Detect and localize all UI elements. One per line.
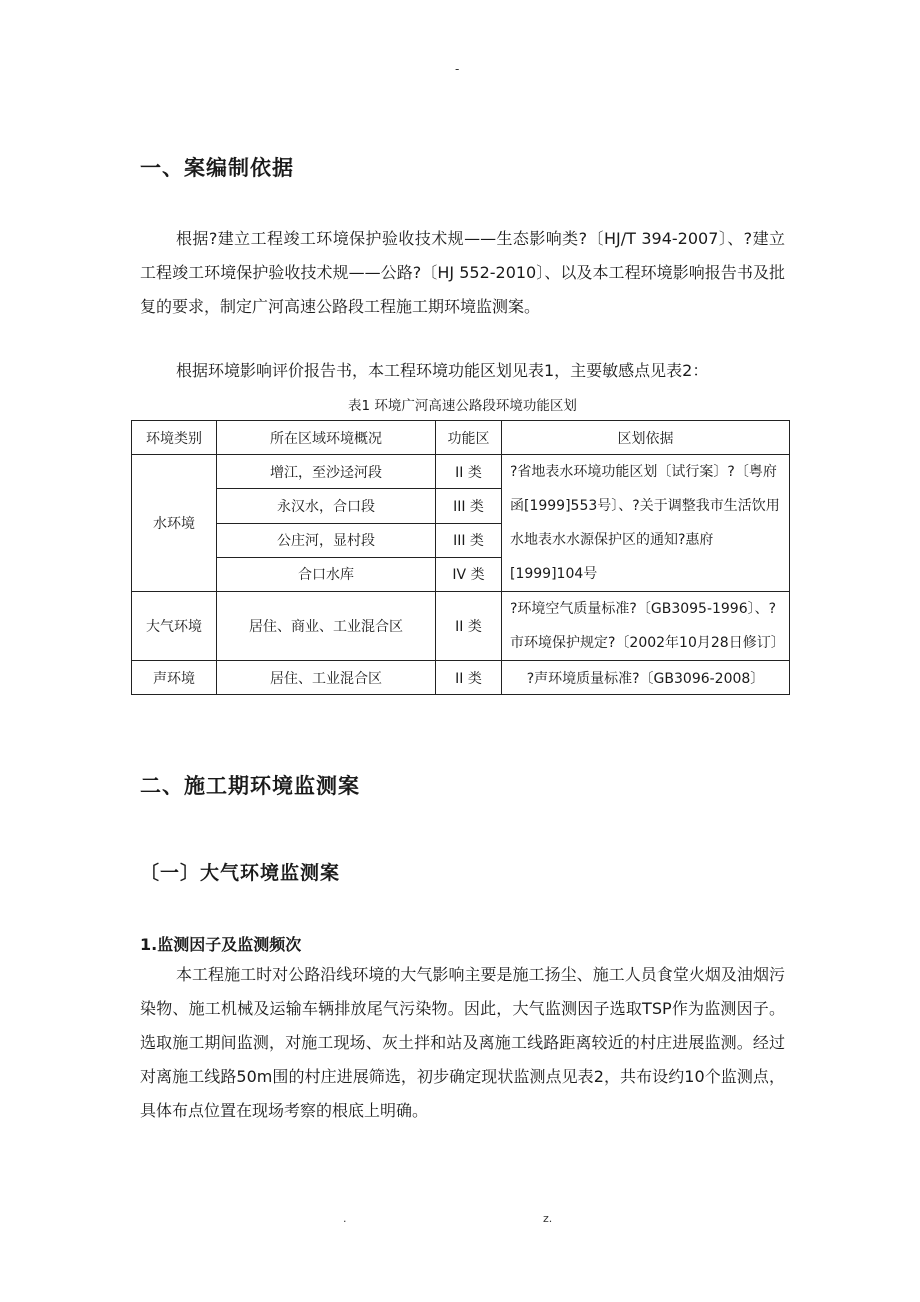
zone-cell: IV 类	[436, 557, 502, 591]
header-basis: 区划依据	[502, 421, 790, 455]
header-category: 环境类别	[132, 421, 217, 455]
area-cell: 公庄河，显村段	[217, 523, 436, 557]
subsection-air-heading: 〔一〕大气环境监测案	[140, 862, 341, 884]
zone-cell: III 类	[436, 489, 502, 523]
table-row	[132, 592, 790, 661]
table-row	[132, 455, 790, 489]
table-1-caption: 表1 环境广河高速公路段环境功能区划	[348, 398, 577, 414]
table-header-row	[132, 421, 790, 455]
zone-cell: II 类	[436, 455, 502, 489]
header-area: 所在区域环境概况	[217, 421, 436, 455]
subsection-factors-heading: 1.监测因子及监测频次	[140, 935, 302, 954]
area-cell: 合口水库	[217, 557, 436, 591]
air-category-cell: 大气环境	[132, 592, 217, 661]
footer-right-mark: z.	[543, 1212, 553, 1225]
paragraph-air-monitoring: 本工程施工时对公路沿线环境的大气影响主要是施工扬尘、施工人员食堂火烟及油烟污染物、施工机械及运输车辆排放尾气污染物。因此，大气监测因子选取TSP作为监测因子。选取施工期间监测，对施工现场、灰土拌和站及离施工线路距离较近的村庄进展监测。经过对离施工线路50m围的村庄进展筛选，初步确定现状监测点见表2，共布设约10个监测点，具体布点位置在现场考察的根底上明确。	[140, 965, 785, 1120]
header-mark: -	[455, 62, 460, 76]
area-cell: 增江，至沙迳河段	[217, 455, 436, 489]
table-row	[132, 661, 790, 695]
zone-cell: III 类	[436, 523, 502, 557]
area-cell: 居住、商业、工业混合区	[217, 592, 436, 661]
sound-category-cell: 声环境	[132, 661, 217, 695]
area-cell: 永汉水，合口段	[217, 489, 436, 523]
header-zone: 功能区	[436, 421, 502, 455]
section-2-heading: 二、施工期环境监测案	[140, 774, 360, 798]
function-zoning-table	[131, 420, 790, 695]
area-cell: 居住、工业混合区	[217, 661, 436, 695]
air-basis-cell: ?环境空气质量标准?〔GB3095-1996〕、?市环境保护规定?〔2002年10月28日修订〕	[502, 592, 790, 661]
paragraph-zoning-intro: 根据环境影响评价报告书，本工程环境功能区划见表1，主要敏感点见表2：	[176, 361, 709, 380]
paragraph-basis: 根据?建立工程竣工环境保护验收技术规——生态影响类?〔HJ/T 394-2007〕、?建立工程竣工环境保护验收技术规——公路?〔HJ 552-2010〕、以及本工程环境影响报告书及批复的要求，制定广河高速公路段工程施工期环境监测案。	[140, 229, 785, 316]
water-category-cell: 水环境	[132, 455, 217, 592]
water-basis-cell: ?省地表水环境功能区划〔试行案〕?〔粤府函[1999]553号〕、?关于调整我市生活饮用水地表水水源保护区的通知?惠府[1999]104号	[502, 455, 790, 592]
sound-basis-cell: ?声环境质量标准?〔GB3096-2008〕	[502, 661, 790, 695]
section-1-heading: 一、案编制依据	[140, 156, 294, 180]
zone-cell: II 类	[436, 661, 502, 695]
footer-left-mark: .	[343, 1212, 347, 1225]
zone-cell: II 类	[436, 592, 502, 661]
